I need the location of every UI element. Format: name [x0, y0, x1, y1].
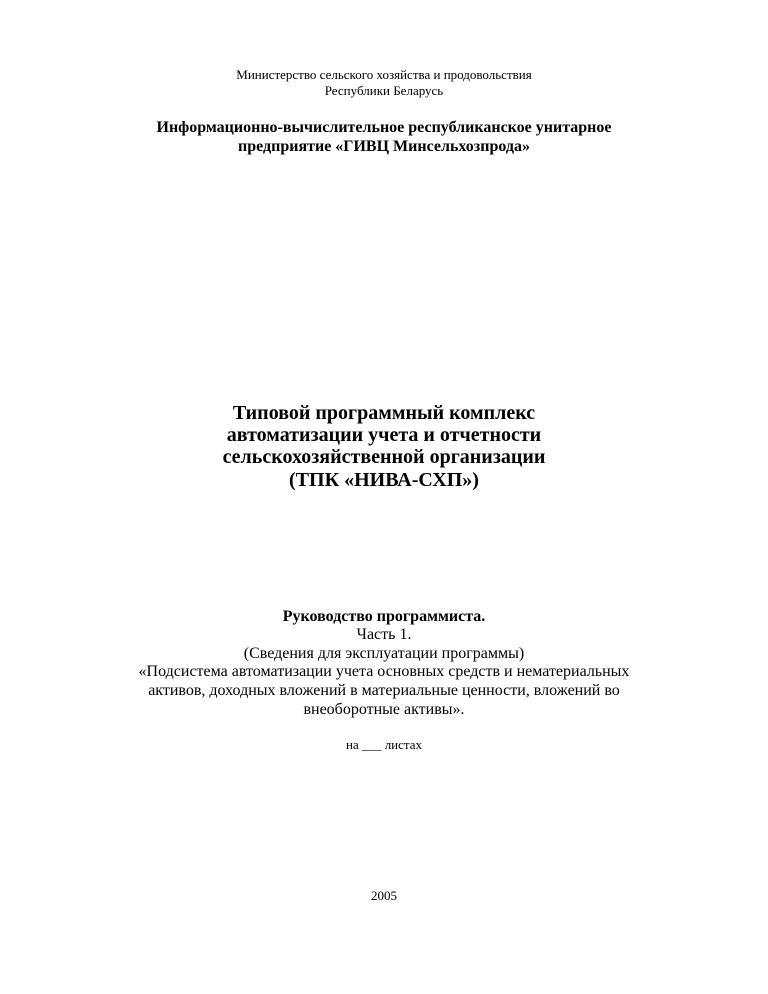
title-line-4: (ТПК «НИВА-СХП») — [289, 469, 479, 491]
guide-part: Часть 1. — [356, 626, 412, 643]
ministry-line-1: Министерство сельского хозяйства и продовольствия — [236, 67, 532, 82]
subsystem-line-1: «Подсистема автоматизации учета основных средств и нематериальных — [138, 663, 630, 680]
title-line-1: Типовой программный комплекс — [232, 402, 536, 424]
ministry-line-2: Республики Беларусь — [324, 83, 444, 98]
subsystem-line-2: активов, доходных вложений в материальные ценности, вложений во — [148, 682, 620, 699]
title-line-2: автоматизации учета и отчетности — [226, 424, 542, 446]
organization-line-2: предприятие «ГИВЦ Минсельхозпрода» — [238, 138, 530, 155]
guide-purpose: (Сведения для эксплуатации программы) — [243, 645, 525, 662]
guide-heading: Руководство программиста. — [282, 608, 486, 625]
publication-year: 2005 — [371, 888, 397, 903]
title-line-3: сельскохозяйственной организации — [222, 446, 546, 468]
organization-line-1: Информационно-вычислительное республиканское унитарное — [156, 119, 612, 136]
subsystem-line-3: внеоборотные активы». — [303, 701, 465, 718]
sheet-count: на ___ листах — [345, 737, 423, 752]
